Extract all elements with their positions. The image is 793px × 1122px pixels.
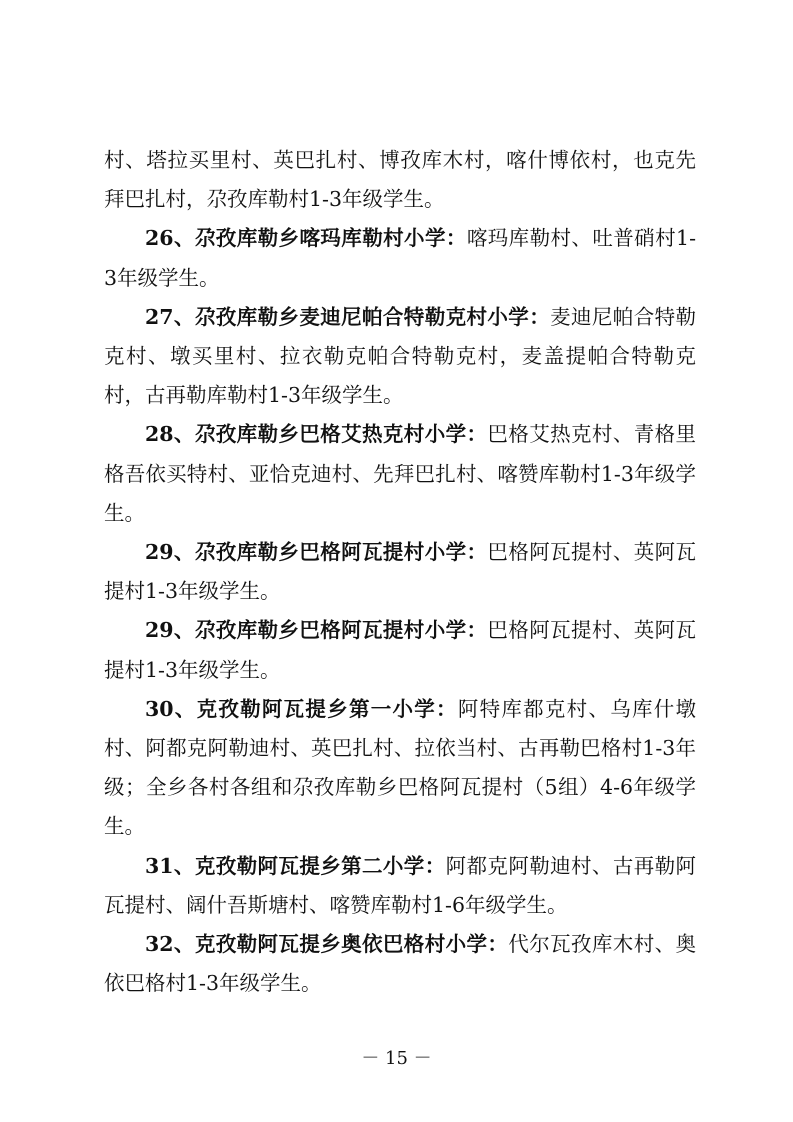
entry-26 bbox=[104, 219, 696, 297]
entry-text: 巴格艾热克村、青格里格吾依买特村、亚恰克迪村、先拜巴扎村、喀赞库勒村1-3年级学生。 bbox=[104, 422, 697, 525]
entry-30 bbox=[104, 690, 696, 847]
entry-title: 30、克孜勒阿瓦提乡第一小学： bbox=[145, 696, 458, 721]
entry-title: 28、尕孜库勒乡巴格艾热克村小学： bbox=[145, 422, 488, 447]
entry-29a bbox=[104, 533, 696, 611]
entry-title: 32、克孜勒阿瓦提乡奥依巴格村小学： bbox=[145, 932, 509, 957]
continuation-paragraph: 村、塔拉买里村、英巴扎村、博孜库木村，喀什博依村，也克先拜巴扎村，尕孜库勒村1-3年级学生。 bbox=[104, 148, 696, 212]
entry-text: 阿都克阿勒迪村、古再勒阿瓦提村、阔什吾斯塘村、喀赞库勒村1-6年级学生。 bbox=[104, 853, 697, 917]
entry-title: 27、尕孜库勒乡麦迪尼帕合特勒克村小学： bbox=[145, 304, 551, 329]
entry-title: 31、克孜勒阿瓦提乡第二小学： bbox=[145, 853, 446, 878]
entry-31 bbox=[104, 847, 696, 925]
entry-title: 26、尕孜库勒乡喀玛库勒村小学： bbox=[145, 226, 467, 251]
page-number: － 15 － bbox=[361, 1048, 432, 1069]
entry-27 bbox=[104, 298, 696, 416]
entry-text: 喀玛库勒村、吐普硝村1-3年级学生。 bbox=[104, 226, 696, 290]
document-body bbox=[104, 141, 696, 1003]
entry-text: 代尔瓦孜库木村、奥依巴格村1-3年级学生。 bbox=[104, 932, 697, 996]
entry-text: 巴格阿瓦提村、英阿瓦提村1-3年级学生。 bbox=[104, 540, 697, 604]
entry-text: 麦迪尼帕合特勒克村、墩买里村、拉衣勒克帕合特勒克村，麦盖提帕合特勒克村，古再勒库勒村1-3年级学生。 bbox=[104, 304, 697, 408]
entry-title: 29、尕孜库勒乡巴格阿瓦提村小学： bbox=[145, 618, 488, 643]
entry-text: 巴格阿瓦提村、英阿瓦提村1-3年级学生。 bbox=[104, 618, 697, 682]
entry-29b bbox=[104, 611, 696, 689]
entry-32 bbox=[104, 925, 696, 1003]
entry-title: 29、尕孜库勒乡巴格阿瓦提村小学： bbox=[145, 540, 488, 565]
entry-text: 阿特库都克村、乌库什墩村、阿都克阿勒迪村、英巴扎村、拉依当村、古再勒巴格村1-3年级；全乡各村各组和尕孜库勒乡巴格阿瓦提村（5组）4-6年级学生。 bbox=[104, 696, 697, 839]
entry-28 bbox=[104, 415, 696, 533]
